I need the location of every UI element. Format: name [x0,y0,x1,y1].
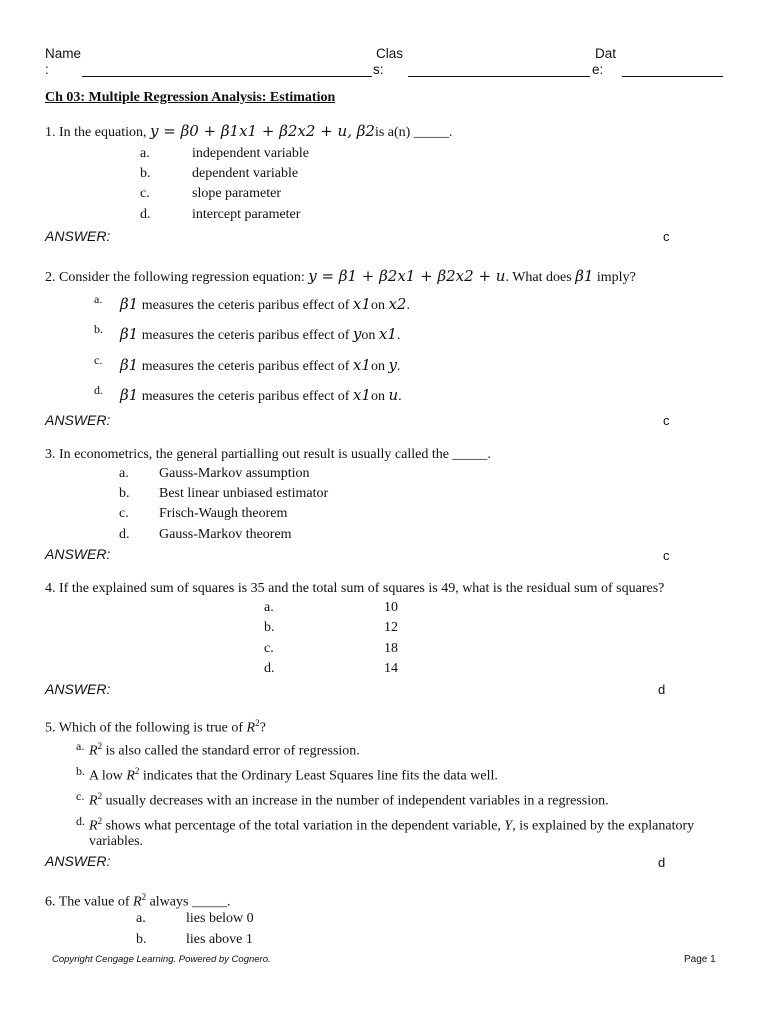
q4-option-c[interactable]: 18 [384,641,398,656]
class-label: Clas [376,46,404,61]
q5-answer: d [658,855,666,870]
question-6-suffix: always _____. [149,894,231,910]
r-squared-symbol: R [133,894,142,910]
beta-symbol: β1 [120,295,139,313]
question-2-prefix: 2. Consider the following regression equation: [45,270,305,285]
q3-option-c[interactable]: Frisch-Waugh theorem [159,506,288,521]
question-6 [45,892,230,911]
question-1 [45,122,452,141]
variable: x1 [352,295,371,313]
q1-option-a-letter: a. [140,146,150,161]
q3-option-c-letter: c. [119,506,129,521]
variable: x1 [352,356,371,374]
option-text: measures the ceteris paribus effect of [141,359,350,374]
answer-label: ANSWER: [45,681,111,697]
page-number: Page 1 [684,954,716,965]
q3-answer: c [663,548,670,563]
variable: x2 [388,295,407,313]
copyright-footer: Copyright Cengage Learning. Powered by Cognero. [52,954,271,965]
page-title: Ch 03: Multiple Regression Analysis: Estimation [45,90,336,105]
period: . [396,328,401,343]
q5-option-a[interactable] [89,741,360,760]
option-text-continued: , is explained by the explanatory [512,818,695,834]
q1-answer: c [663,229,670,244]
beta-symbol: β1 [120,356,139,374]
period: . [406,298,410,313]
q1-option-a[interactable]: independent variable [192,146,310,161]
name-field-line[interactable] [82,76,372,77]
q3-option-d-letter: d. [119,527,130,542]
q2-option-a[interactable] [120,295,410,314]
option-text: measures the ceteris paribus effect of [141,389,350,404]
variable: x1 [352,386,371,404]
on-word: on [370,389,385,404]
variable: x1 [378,325,397,343]
q1-option-c[interactable]: slope parameter [192,186,282,201]
period: . [398,389,402,404]
option-text: indicates that the Ordinary Least Squares line fits the data well. [142,768,498,784]
q2-option-a-letter: a. [94,292,103,306]
name-colon: : [45,62,49,77]
q1-option-b-letter: b. [140,166,151,181]
question-5-prefix: 5. Which of the following is true of [45,720,244,736]
q4-option-c-letter: c. [264,641,274,656]
q5-option-d-letter: d. [76,814,85,828]
q2-option-b-letter: b. [94,322,103,336]
question-2-mid: . What does [505,270,572,285]
on-word: on [370,298,385,313]
equation: y = β1 + β2x1 + β2x2 + u [308,267,506,285]
name-label: Name [45,46,82,61]
y-variable: Y [504,818,513,834]
q1-option-b[interactable]: dependent variable [192,166,299,181]
on-word: on [361,328,376,343]
answer-label: ANSWER: [45,412,111,428]
superscript: 2 [141,892,147,902]
q1-option-d-letter: d. [140,207,151,222]
q4-option-b-letter: b. [264,620,275,635]
q4-option-a-letter: a. [264,600,274,615]
beta-symbol: β1 [120,325,139,343]
question-2 [45,267,636,286]
q5-option-b-letter: b. [76,764,85,778]
question-2-suffix: imply? [596,270,636,285]
q4-option-b[interactable]: 12 [384,620,398,635]
variable: y [352,325,362,343]
equation: y = β0 + β1x1 + β2x2 + u, β2 [149,122,375,140]
superscript: 2 [255,718,260,728]
question-6-prefix: 6. The value of [45,894,130,910]
q3-option-d[interactable]: Gauss-Markov theorem [159,527,292,542]
q5-option-c-letter: c. [76,789,85,803]
q6-option-a[interactable]: lies below 0 [186,911,254,926]
q3-option-b-letter: b. [119,486,130,501]
option-text: usually decreases with an increase in the number of independent variables in a regression. [105,793,609,809]
superscript: 2 [97,791,103,801]
q2-option-d[interactable] [120,386,402,405]
superscript: 2 [97,741,103,751]
q6-option-b[interactable]: lies above 1 [186,932,253,947]
answer-label: ANSWER: [45,228,111,244]
q5-option-d-line2: variables. [89,834,144,849]
on-word: on [370,359,385,374]
r-squared-symbol: R [246,720,256,736]
question-5-suffix: ? [259,720,266,736]
variable: y [388,356,397,374]
q6-option-b-letter: b. [136,932,147,947]
class-colon: s: [373,62,384,77]
r-squared-symbol: R [89,793,98,809]
beta-symbol: β1 [575,267,594,285]
q2-answer: c [663,413,670,428]
q5-option-d[interactable] [89,816,694,835]
q4-answer: d [658,682,666,697]
option-text: is also called the standard error of regression. [105,743,360,759]
question-1-prefix: 1. In the equation, [45,125,147,140]
question-4: 4. If the explained sum of squares is 35 and the total sum of squares is 49, what is the residual sum of squares? [45,581,665,596]
q6-option-a-letter: a. [136,911,146,926]
q5-option-a-letter: a. [76,739,85,753]
date-colon: e: [592,62,604,77]
answer-label: ANSWER: [45,546,111,562]
r-squared-symbol: R [89,818,98,834]
q1-option-c-letter: c. [140,186,150,201]
option-text: measures the ceteris paribus effect of [141,298,350,313]
q1-option-d[interactable]: intercept parameter [192,207,301,222]
variable: u [388,386,399,404]
r-squared-symbol: R [126,768,135,784]
option-prefix: A low [89,768,123,784]
q3-option-a[interactable]: Gauss-Markov assumption [159,466,310,481]
q4-option-d-letter: d. [264,661,275,676]
q5-option-c[interactable] [89,791,609,810]
r-squared-symbol: R [89,743,98,759]
period: . [396,359,401,374]
q2-option-c[interactable] [120,356,400,375]
date-label: Dat [595,46,617,61]
class-field-line[interactable] [408,76,590,77]
option-text: shows what percentage of the total variation in the dependent variable, [105,818,501,834]
date-field-line[interactable] [622,76,723,77]
q3-option-a-letter: a. [119,466,129,481]
superscript: 2 [134,766,140,776]
question-5 [45,718,266,737]
q5-option-b[interactable] [89,766,498,785]
beta-symbol: β1 [120,386,139,404]
q2-option-d-letter: d. [94,383,103,397]
question-1-suffix: is a(n) _____. [374,125,453,140]
question-3: 3. In econometrics, the general partialling out result is usually called the _____. [45,447,491,462]
q2-option-c-letter: c. [94,353,103,367]
answer-label: ANSWER: [45,853,111,869]
option-text: measures the ceteris paribus effect of [141,328,350,343]
q3-option-b[interactable]: Best linear unbiased estimator [159,486,329,501]
superscript: 2 [97,816,103,826]
q2-option-b[interactable] [120,325,400,344]
q4-option-a[interactable]: 10 [384,600,398,615]
q4-option-d[interactable]: 14 [384,661,398,676]
